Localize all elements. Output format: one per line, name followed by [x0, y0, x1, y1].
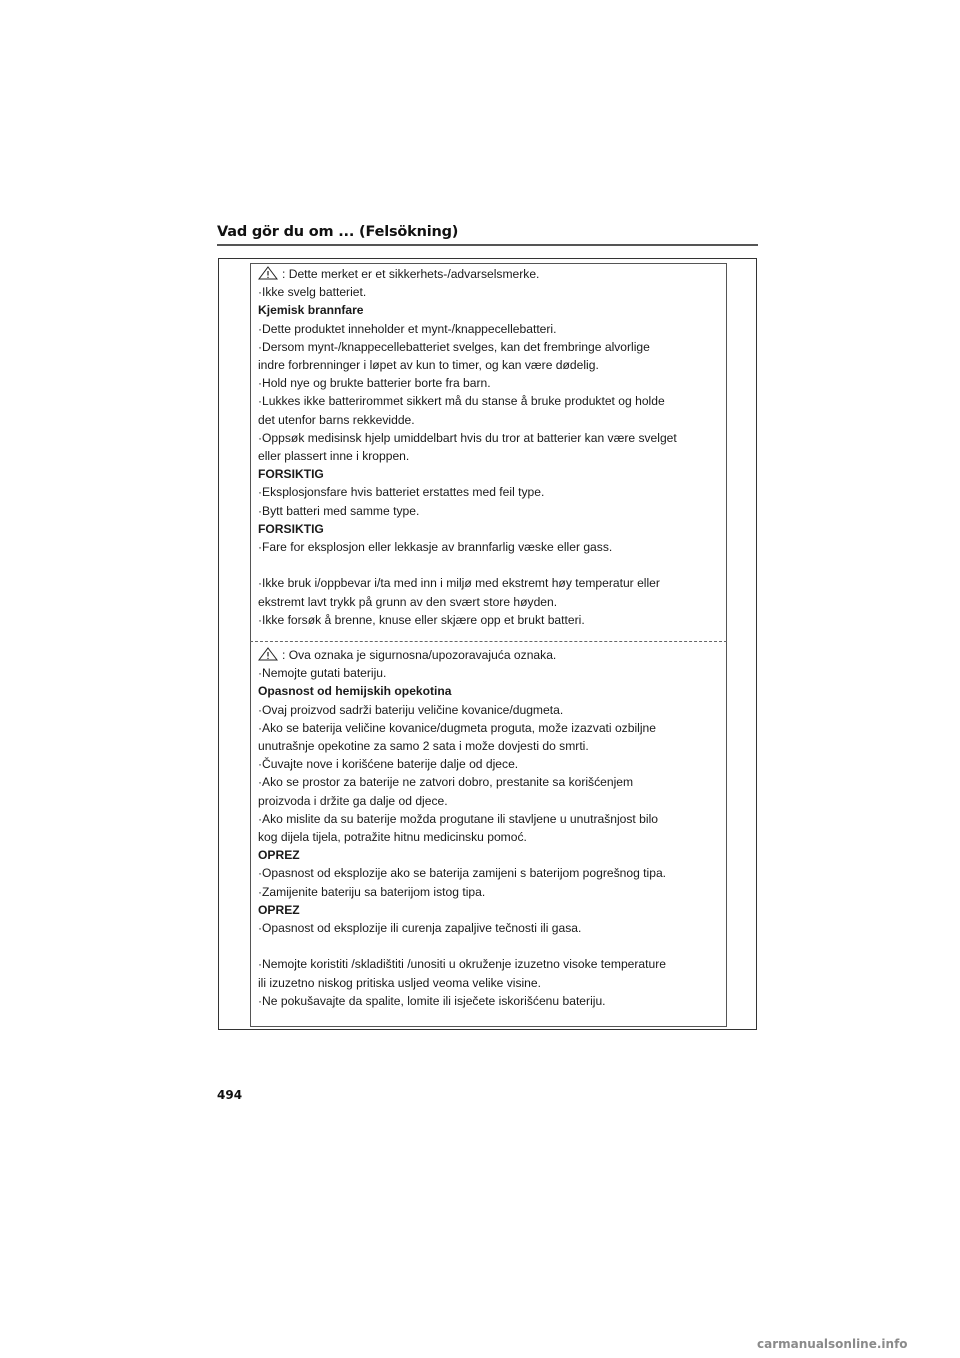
text-line: ·Ne pokušavajte da spalite, lomite ili isječete iskorišćenu bateriju. [258, 993, 606, 1008]
text-line: ·Ako se prostor za baterije ne zatvori dobro, prestanite sa korišćenjem [258, 775, 634, 790]
text-line: indre forbrenninger i løpet av kun to timer, og kan være dødelig. [258, 358, 599, 373]
caution-heading: OPREZ [258, 902, 300, 917]
caution-heading: FORSIKTIG [258, 521, 324, 536]
text-line: ·Ovaj proizvod sadrži bateriju veličine kovanice/dugmeta. [258, 702, 564, 717]
page-header-title: Vad gör du om ... (Felsökning) [217, 224, 459, 240]
text-line: ili izuzetno niskog pritiska usljed veoma velike visine. [258, 975, 541, 990]
caution-heading: OPREZ [258, 848, 300, 863]
caution-heading: FORSIKTIG [258, 467, 324, 482]
text-line: ·Dersom mynt-/knappecellebatteriet svelges, kan det frembringe alvorlige [258, 339, 650, 354]
text-line: ekstremt lavt trykk på grunn av den svært store høyden. [258, 594, 558, 609]
text-line: ·Ako mislite da su baterije možda progutane ili stavljene u unutrašnjost bilo [258, 811, 658, 826]
text-line: ·Bytt batteri med samme type. [258, 503, 420, 518]
text-line: ·Ikke svelg batteriet. [258, 285, 367, 300]
norwegian-intro-line [258, 265, 718, 283]
header-rule [217, 244, 758, 246]
section-divider [250, 641, 727, 642]
text-line: ·Čuvajte nove i korišćene baterije dalje od djece. [258, 757, 519, 772]
text-line: ·Nemojte gutati bateriju. [258, 666, 387, 681]
text-line: ·Opasnost od eksplozije ako se baterija zamijeni s baterijom pogrešnog tipa. [258, 866, 667, 881]
text-line: kog dijela tijela, potražite hitnu medicinsku pomoć. [258, 830, 527, 845]
hazard-heading: Kjemisk brannfare [258, 303, 364, 318]
text-line: ·Eksplosjonsfare hvis batteriet erstattes med feil type. [258, 485, 545, 500]
text-line: ·Fare for eksplosjon eller lekkasje av brannfarlig væske eller gass. [258, 540, 613, 555]
text-line: ·Dette produktet inneholder et mynt-/knappecellebatteri. [258, 321, 557, 336]
text-line: det utenfor barns rekkevidde. [258, 412, 415, 427]
blank-line [258, 937, 718, 955]
text-line: ·Nemojte koristiti /skladištiti /unositi u okruženje izuzetno visoke temperature [258, 957, 666, 972]
hazard-heading: Opasnost od hemijskih opekotina [258, 684, 452, 699]
text-line: ·Zamijenite bateriju sa baterijom istog tipa. [258, 884, 486, 899]
warning-triangle-icon [258, 647, 278, 661]
text-line: eller plassert inne i kroppen. [258, 449, 410, 464]
text-line: ·Ako se baterija veličine kovanice/dugmeta proguta, može izazvati ozbiljne [258, 720, 656, 735]
text-line: unutrašnje opekotine za samo 2 sata i može dovjesti do smrti. [258, 739, 589, 754]
site-watermark: carmanualsonline.info [757, 1337, 908, 1351]
text-line: ·Hold nye og brukte batterier borte fra barn. [258, 376, 491, 391]
norwegian-warning-section [258, 265, 718, 629]
text-line: ·Opasnost od eksplozije ili curenja zapaljive tečnosti ili gasa. [258, 921, 582, 936]
page-number: 494 [217, 1088, 243, 1102]
text-line: proizvoda i držite ga dalje od djece. [258, 793, 448, 808]
text-line: ·Ikke forsøk å brenne, knuse eller skjære opp et brukt batteri. [258, 612, 585, 627]
norwegian-intro-text: : Dette merket er et sikkerhets-/advarselsmerke. [282, 267, 540, 281]
text-line: ·Oppsøk medisinsk hjelp umiddelbart hvis du tror at batterier kan være svelget [258, 430, 677, 445]
bosnian-intro-text: : Ova oznaka je sigurnosna/upozoravajuća oznaka. [282, 648, 557, 662]
warning-triangle-icon [258, 266, 278, 280]
blank-line [258, 556, 718, 574]
text-line: ·Lukkes ikke batterirommet sikkert må du stanse å bruke produktet og holde [258, 394, 665, 409]
bosnian-warning-section [258, 646, 718, 1010]
text-line: ·Ikke bruk i/oppbevar i/ta med inn i miljø med ekstremt høy temperatur eller [258, 576, 660, 591]
bosnian-intro-line [258, 646, 718, 664]
